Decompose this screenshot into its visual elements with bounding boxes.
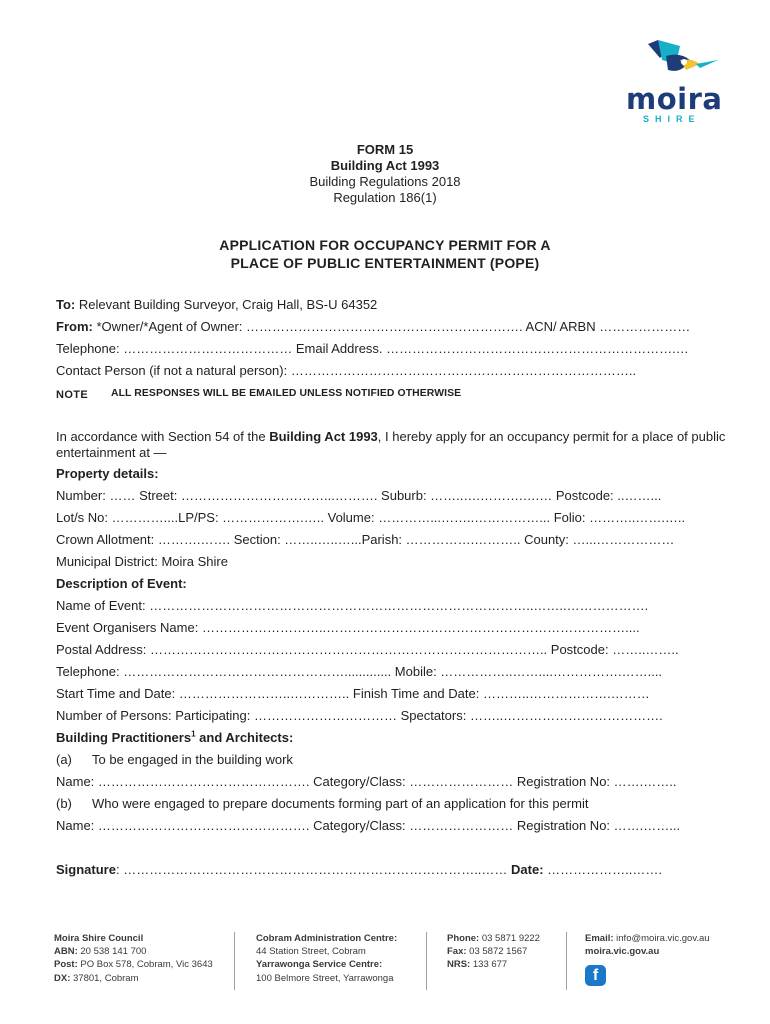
nrs-value: 133 677 <box>470 959 508 971</box>
intro-after: , I hereby apply for an occupancy permit for a place of public entertainment at — <box>56 429 726 460</box>
form-number: FORM 15 <box>356 142 414 157</box>
practitioners-heading <box>56 730 293 746</box>
date-label: Date: <box>511 862 544 877</box>
item-b-text: Who were engaged to prepare documents forming part of an application for this permit <box>92 796 589 811</box>
lot-line: Lot/s No: …………....LP/PS: ……………….….. Volume: …………...……..……………... Folio: ………..…….….. <box>56 510 686 525</box>
phone-label: Phone: <box>447 933 480 944</box>
cobram-address: 44 Station Street, Cobram <box>256 946 366 958</box>
item-a-label: (a) <box>56 752 72 767</box>
post-label: Post: <box>54 959 78 971</box>
from-label: From: <box>56 319 93 334</box>
to-label: To: <box>56 297 76 312</box>
practitioners-heading-end: and Architects: <box>195 730 294 745</box>
footer-phone <box>447 932 540 945</box>
footer-divider <box>426 932 427 990</box>
from-value: *Owner/*Agent of Owner: ………………………………………………………. ACN/ ARBN ………………… <box>92 319 691 334</box>
form-title <box>0 236 770 272</box>
signature-dots: : ………………………………………………………………………..…… <box>115 862 512 877</box>
footer-council <box>54 932 213 985</box>
act-name: Building Act 1993 <box>330 158 440 173</box>
to-line <box>56 297 377 313</box>
to-value: Relevant Building Surveyor, Craig Hall, BS-U 64352 <box>75 297 378 312</box>
footer-post <box>54 958 213 971</box>
dx-label: DX: <box>54 972 71 984</box>
fax-value: 03 5872 1567 <box>466 946 528 958</box>
footer-divider <box>234 932 235 990</box>
footnote-ref: 1 <box>191 729 196 739</box>
footer-fax <box>447 945 540 958</box>
note-text: ALL RESPONSES WILL BE EMAILED UNLESS NOTIFIED OTHERWISE <box>111 388 462 399</box>
practitioner-a-name-line: Name: …………………………………………. Category/Class: …………………… Registration No: …….…….. <box>56 774 677 789</box>
moira-bird-icon <box>596 30 742 90</box>
from-line <box>56 319 690 335</box>
footer-dx <box>54 972 213 985</box>
footer-contact <box>447 932 540 972</box>
date-dots: ………………..……. <box>543 862 662 877</box>
municipal-district-line: Municipal District: Moira Shire <box>56 554 228 569</box>
regulation-number: Regulation 186(1) <box>333 190 437 205</box>
footer-online <box>585 932 710 958</box>
property-details-heading: Property details: <box>56 466 159 481</box>
regulations-name: Building Regulations 2018 <box>309 174 461 189</box>
intro-paragraph <box>56 429 726 461</box>
event-telephone-line: Telephone: ……………………………………………............. Mobile: ……………..……....…………….…….... <box>56 664 663 679</box>
item-b-label: (b) <box>56 796 72 811</box>
event-name-line: Name of Event: ……………………………………………………………………………..……..………………. <box>56 598 649 613</box>
practitioner-b-name-line: Name: …………………………………………. Category/Class: …………………… Registration No: …….……... <box>56 818 681 833</box>
phone-value: 03 5871 9222 <box>479 933 540 944</box>
nrs-label: NRS: <box>447 959 471 971</box>
yarrawonga-title: Yarrawonga Service Centre: <box>256 959 383 971</box>
abn-value: 20 538 141 700 <box>77 946 147 958</box>
signature-line <box>56 862 662 878</box>
website-link[interactable]: moira.vic.gov.au <box>585 946 660 958</box>
email-label: Email: <box>585 933 614 944</box>
note-line <box>56 386 462 403</box>
footer-council-name: Moira Shire Council <box>54 933 144 944</box>
footer-nrs <box>447 958 540 971</box>
postal-address-line: Postal Address: ……………………………………………………………………………….. Postcode: ……..…….. <box>56 642 679 657</box>
footer-email[interactable] <box>585 932 710 945</box>
crown-allotment-line: Crown Allotment: ……….……. Section: ……..…..…...Parish: …………….……….. County: …...……………… <box>56 532 675 547</box>
logo-subtitle: SHIRE <box>643 114 701 124</box>
event-heading: Description of Event: <box>56 576 187 591</box>
signature-label: Signature <box>56 862 116 877</box>
form-header <box>0 142 770 206</box>
footer-offices <box>256 932 397 985</box>
fax-label: Fax: <box>447 946 467 958</box>
title-line-2: PLACE OF PUBLIC ENTERTAINMENT (POPE) <box>230 255 540 271</box>
event-organisers-line: Event Organisers Name: ………………………..…………………………………………………………….... <box>56 620 640 635</box>
facebook-icon[interactable]: f <box>585 965 606 986</box>
logo-wordmark: moira <box>626 82 723 116</box>
item-b-line <box>56 796 589 812</box>
telephone-email-line: Telephone: ………………………………… Email Address. ………………………………………………………….… <box>56 341 689 356</box>
footer-divider <box>566 932 567 990</box>
practitioners-heading-text: Building Practitioners <box>56 730 192 745</box>
abn-label: ABN: <box>54 946 78 958</box>
yarrawonga-address: 100 Belmore Street, Yarrawonga <box>256 972 394 984</box>
start-finish-line: Start Time and Date: ……………………..………….. Finish Time and Date: ………..……………….……… <box>56 686 650 701</box>
title-line-1: APPLICATION FOR OCCUPANCY PERMIT FOR A <box>219 237 551 253</box>
email-link[interactable]: info@moira.vic.gov.au <box>613 933 710 944</box>
cobram-title: Cobram Administration Centre: <box>256 933 398 944</box>
item-a-line <box>56 752 293 768</box>
post-value: PO Box 578, Cobram, Vic 3643 <box>77 959 213 971</box>
contact-person-line: Contact Person (if not a natural person): …………………………………………………………………….. <box>56 363 637 378</box>
note-label: NOTE <box>56 389 89 401</box>
item-a-text: To be engaged in the building work <box>92 752 293 767</box>
moira-shire-logo <box>596 30 742 134</box>
number-of-persons-line: Number of Persons: Participating: …………………………… Spectators: ……..………………………………. <box>56 708 663 723</box>
dx-value: 37801, Cobram <box>70 972 139 984</box>
intro-before: In accordance with Section 54 of the <box>56 429 270 444</box>
footer-abn <box>54 945 213 958</box>
intro-act: Building Act 1993 <box>269 429 378 444</box>
address-line: Number: …… Street: ……………………………...………. Suburb: ……..….……….….… Postcode: ..……... <box>56 488 662 503</box>
